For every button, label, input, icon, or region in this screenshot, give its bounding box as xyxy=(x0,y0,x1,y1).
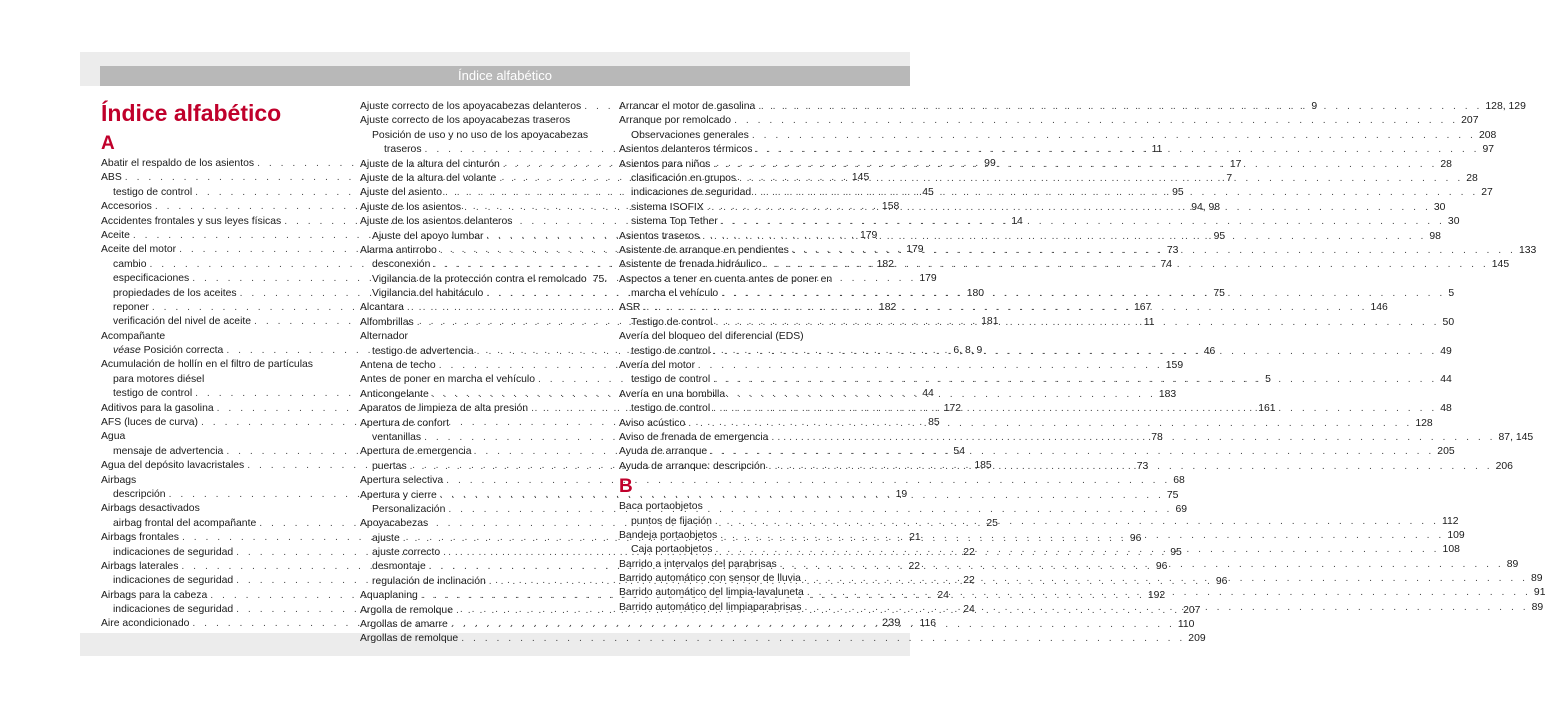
index-entry-page: 22 xyxy=(963,546,975,558)
index-entry-label: mensaje de advertencia xyxy=(113,445,224,457)
dot-leader xyxy=(713,373,1437,387)
dot-leader xyxy=(715,543,1439,557)
index-entry xyxy=(619,129,1497,143)
dot-leader xyxy=(758,100,1482,114)
index-entry-page: 159 xyxy=(1165,360,1184,372)
index-entry-page: 73 xyxy=(1166,244,1179,256)
index-entry-label: Apertura de confort xyxy=(360,417,449,429)
index-entry-page: 96 xyxy=(1129,532,1142,544)
index-entry xyxy=(101,358,341,372)
dot-leader xyxy=(451,618,1175,632)
index-entry xyxy=(101,330,341,344)
index-entry-page: 28 xyxy=(1466,172,1478,184)
index-entry-label: Apoyacabezas xyxy=(360,518,429,530)
index-entry-page: 5 xyxy=(1265,374,1271,386)
index-entry-page: 25 xyxy=(986,517,998,529)
dot-leader xyxy=(804,572,1528,586)
index-entry-label: Agua del depósito lavacristales xyxy=(101,460,245,472)
index-entry-page: 44 xyxy=(1440,374,1452,386)
index-entry-page: 207 xyxy=(1461,115,1479,127)
index-entry-label: Aviso de frenada de emergencia xyxy=(619,431,769,443)
index-entry-label: Acumulación de hollín en el filtro de partículas xyxy=(101,359,313,371)
index-entry-page: 158 xyxy=(881,201,900,213)
index-entry-label: testigo de control xyxy=(631,374,711,386)
dot-leader xyxy=(713,402,1437,416)
index-entry-page: 110 xyxy=(1177,619,1195,631)
index-entry-page: 14 xyxy=(1011,215,1023,227)
index-entry-label: Vigilancia del habitáculo xyxy=(372,288,484,300)
index-entry-page: 185 xyxy=(974,460,992,472)
page-number: 239 xyxy=(882,617,901,629)
dot-leader xyxy=(807,586,1531,600)
index-entry-page: 50 xyxy=(1442,316,1455,328)
index-entry-page: 49 xyxy=(1440,345,1452,357)
index-entry-page: 179 xyxy=(919,273,937,285)
index-entry-label: Antes de poner en marcha el vehículo xyxy=(360,374,536,386)
index-entry xyxy=(619,359,859,373)
index-entry-page: 68 xyxy=(1173,475,1185,487)
dot-leader xyxy=(734,114,1458,128)
index-entry-label: Apertura y cierre xyxy=(360,489,437,501)
index-entry-label: Anticongelante xyxy=(360,388,429,400)
index-entry-label: regulación de inclinación xyxy=(372,575,486,587)
index-entry xyxy=(360,129,600,143)
index-entry xyxy=(360,114,600,128)
index-entry-page: 180 xyxy=(966,287,985,299)
index-entry-page: 145 xyxy=(851,172,870,184)
index-entry-label: desmontaje xyxy=(372,561,426,573)
index-entry-page: 128, 129 xyxy=(1485,100,1526,112)
index-entry-label: reponer xyxy=(113,301,149,313)
index-entry-label: Airbags laterales xyxy=(101,560,179,572)
index-entry-page: 54 xyxy=(953,445,965,457)
index-entry-page: 17 xyxy=(1229,158,1242,170)
index-entry-label: Ayuda de arranque xyxy=(619,446,708,458)
index-entry-page: 24 xyxy=(937,589,949,601)
index-entry-label: puertas xyxy=(372,460,407,472)
index-entry-page: 24 xyxy=(963,604,975,616)
index-entry-label: Argollas de remolque xyxy=(360,633,459,645)
index-entry-page: 87, 145 xyxy=(1498,431,1534,443)
index-entry-page: 182 xyxy=(878,301,897,313)
index-entry-label: Abatir el respaldo de los asientos xyxy=(101,157,255,169)
dot-leader xyxy=(754,186,1478,200)
index-entry-label: testigo de control xyxy=(631,345,711,357)
index-entry-label: Aviso acústico xyxy=(619,417,686,429)
index-entry-label: testigo de advertencia xyxy=(372,345,474,357)
index-entry-label: Asientos delanteros térmicos xyxy=(619,144,753,156)
index-entry-label: descripción xyxy=(113,488,166,500)
index-entry-page: 112 xyxy=(1441,515,1459,527)
index-entry-page: 98 xyxy=(1429,230,1441,242)
index-entry-page: 74 xyxy=(1160,259,1173,271)
index-entry-label: Ajuste de la altura del volante xyxy=(360,172,497,184)
index-entry-label: Bandeja portaobjetos xyxy=(619,529,718,541)
index-entry-page: 94, 98 xyxy=(1191,201,1221,213)
index-letter-heading: A xyxy=(101,133,115,154)
index-entry xyxy=(360,445,600,459)
index-entry-page: 45 xyxy=(922,186,934,198)
index-entry-label: indicaciones de seguridad xyxy=(113,575,234,587)
index-entry-label: Alfombrillas xyxy=(360,316,414,328)
index-entry-label: Acompañante xyxy=(101,330,166,342)
index-entry xyxy=(619,373,1452,387)
dot-leader xyxy=(688,417,1412,431)
index-entry-page: 167 xyxy=(1134,302,1152,314)
index-entry-label: ASR xyxy=(619,302,641,314)
index-entry-label: Avería del motor xyxy=(619,360,696,372)
index-entry-label: Aquaplaning xyxy=(360,590,418,602)
index-entry-label: Accidentes frontales y sus leyes físicas xyxy=(101,215,282,227)
index-entry-label: indicaciones de seguridad xyxy=(113,604,234,616)
index-entry-label: Baca portaobjetos xyxy=(619,501,703,513)
index-entry-page: 11 xyxy=(1143,316,1155,328)
dot-leader xyxy=(715,515,1439,529)
dot-leader xyxy=(771,431,1495,445)
index-entry-label: airbag frontal del acompañante xyxy=(113,517,257,529)
index-entry-page: 30 xyxy=(1447,216,1460,228)
index-entry-label: Asistente de frenada hidráulico xyxy=(619,259,762,271)
index-entry-label: propiedades de los aceites xyxy=(113,287,237,299)
index-entry-page: 183 xyxy=(1158,388,1177,400)
index-entry-label: Arranque por remolcado xyxy=(619,115,732,127)
index-entry-page: 96 xyxy=(1215,575,1228,587)
index-entry-page: 22 xyxy=(963,575,975,587)
index-entry-page: 192 xyxy=(1147,590,1166,602)
index-entry-page: 182 xyxy=(876,258,894,270)
index-entry-label: verificación del nivel de aceite xyxy=(113,316,252,328)
dot-leader xyxy=(765,258,1489,272)
index-entry-label: sistema ISOFIX xyxy=(631,201,704,213)
index-entry-page: 78 xyxy=(1151,431,1163,443)
index-entry-label: Ayuda de arranque: descripción xyxy=(619,460,766,472)
index-entry-label: Vigilancia de la protección contra el remolcado xyxy=(372,273,587,285)
index-entry-label: Apertura selectiva xyxy=(360,475,444,487)
index-entry-label: Apertura de emergencia xyxy=(360,446,472,458)
running-header: Índice alfabético xyxy=(100,66,910,86)
index-entry xyxy=(101,430,341,444)
index-entry-label: Avería del bloqueo del diferencial (EDS) xyxy=(619,331,804,343)
index-entry-label: testigo de control xyxy=(113,186,193,198)
index-entry-page: 6, 8, 9 xyxy=(953,345,983,357)
index-entry-label: Barrido automático del limpiaparabrisas xyxy=(619,601,802,613)
index-entry-label: Aditivos para la gasolina xyxy=(101,402,214,414)
index-entry-label: ajuste xyxy=(372,532,400,544)
index-entry-label: Alcantara xyxy=(360,302,404,314)
index-entry-label: Airbags desactivados xyxy=(101,503,200,515)
index-entry-label: sistema Top Tether xyxy=(631,216,718,228)
dot-leader xyxy=(715,316,1439,330)
dot-leader xyxy=(755,143,1479,157)
index-entry-page: 146 xyxy=(1370,302,1388,314)
index-entry-label: Accesorios xyxy=(101,201,152,213)
index-entry xyxy=(360,474,1185,488)
dot-leader xyxy=(707,201,1431,215)
index-entry xyxy=(101,474,341,488)
index-entry-page: 69 xyxy=(1175,503,1188,515)
index-entry xyxy=(619,273,859,287)
index-entry-label: Alternador xyxy=(360,331,408,343)
index-entry xyxy=(619,100,1526,114)
index-entry xyxy=(360,273,608,287)
index-entry-label: Asientos para niños xyxy=(619,158,711,170)
index-entry-page: 128 xyxy=(1415,417,1433,429)
index-entry-label: Avería en una bombilla xyxy=(619,388,726,400)
index-entry-label: indicaciones de seguridad xyxy=(113,546,234,558)
index-entry-page: 44 xyxy=(922,388,934,400)
index-entry-label: Aceite del motor xyxy=(101,244,177,256)
index-entry-label: traseros xyxy=(384,144,422,156)
index-entry-label: Argolla de remolque xyxy=(360,604,453,616)
dot-leader xyxy=(710,445,1434,459)
index-entry-page: 73 xyxy=(1136,460,1149,472)
dot-leader xyxy=(720,529,1444,543)
index-entry-page: 181 xyxy=(981,316,999,328)
index-entry-page: 7 xyxy=(1226,172,1233,184)
index-entry-page: 207 xyxy=(1183,604,1201,616)
index-entry-page: 91 xyxy=(1533,587,1545,599)
index-entry-label: Ajuste correcto de los apoyacabezas delanteros xyxy=(360,100,582,112)
index-entry-page: 179 xyxy=(859,229,878,241)
index-entry-label: Airbags xyxy=(101,474,137,486)
index-entry-page: 95 xyxy=(1172,187,1184,199)
index-entry-page: 75 xyxy=(1213,288,1225,300)
index-entry-label: puntos de fijación xyxy=(631,515,712,527)
index-entry-label: Alarma antirrobo xyxy=(360,244,437,256)
index-entry xyxy=(619,114,1479,128)
index-entry-label: Asientos traseros xyxy=(619,230,700,242)
index-entry xyxy=(360,632,1206,646)
dot-leader xyxy=(769,460,1493,474)
index-entry-label: Aceite xyxy=(101,229,130,241)
index-entry xyxy=(101,373,341,387)
index-entry-label: Aire acondicionado xyxy=(101,618,190,630)
dot-leader xyxy=(721,287,1445,301)
index-entry-page: 116 xyxy=(919,618,937,630)
index-entry-label: Ajuste del apoyo lumbar xyxy=(372,230,484,242)
dot-leader xyxy=(702,230,1426,244)
index-entry-page: 22 xyxy=(908,560,921,572)
dot-leader xyxy=(752,129,1476,143)
index-entry-page: 89 xyxy=(1506,558,1519,570)
index-entry-label: Posición de uso y no uso de los apoyacabezas xyxy=(372,129,589,141)
index-entry-label: Testigo de control xyxy=(631,316,713,328)
dot-leader xyxy=(721,215,1445,229)
index-entry-page: 205 xyxy=(1437,446,1455,458)
index-entry-label: Ajuste de la altura del cinturón xyxy=(360,158,500,170)
index-entry-label: Antena de techo xyxy=(360,360,436,372)
index-entry xyxy=(360,517,600,531)
index-entry-page: 133 xyxy=(1518,244,1537,256)
dot-leader xyxy=(805,601,1529,615)
index-entry-label: Aspectos a tener en cuenta antes de poner en xyxy=(619,273,833,285)
dot-leader xyxy=(739,172,1463,186)
index-entry-page: 75. xyxy=(592,273,608,285)
index-entry-page: 206 xyxy=(1495,460,1513,472)
index-entry-page: 99 xyxy=(984,157,996,169)
index-entry-page: 208 xyxy=(1478,129,1497,141)
index-entry-page: 109 xyxy=(1447,529,1465,541)
index-entry-label: Observaciones generales xyxy=(631,129,749,141)
index-entry-page: 28 xyxy=(1440,158,1452,170)
index-entry-label: ABS xyxy=(101,172,122,184)
index-entry-label: Agua xyxy=(101,431,126,443)
index-entry-label: testigo de control xyxy=(631,403,711,415)
index-entry-label: Caja portaobjetos xyxy=(631,544,713,556)
index-entry xyxy=(360,330,600,344)
index-entry-label: desconexión xyxy=(372,259,431,271)
index-entry xyxy=(101,502,341,516)
index-entry-page: 11 xyxy=(1151,144,1163,156)
index-entry-page: 172 xyxy=(943,402,962,414)
index-entry-label: marcha el vehículo xyxy=(631,288,719,300)
index-entry xyxy=(619,500,859,514)
index-entry-page: 27 xyxy=(1481,187,1493,199)
index-entry xyxy=(360,417,600,431)
index-entry xyxy=(619,330,859,344)
index-entry-page: 97 xyxy=(1482,144,1495,156)
index-entry-label: ajuste correcto xyxy=(372,547,441,559)
index-entry-label: Ajuste del asiento xyxy=(360,187,443,199)
index-entry-label: Airbags para la cabeza xyxy=(101,589,208,601)
index-entry-page: 145 xyxy=(1491,259,1510,271)
index-entry-label: para motores diésel xyxy=(113,373,205,385)
dot-leader xyxy=(643,301,1367,315)
index-entry-label: Aparatos de limpieza de alta presión xyxy=(360,403,529,415)
index-entry-label: véase Posición correcta xyxy=(113,345,224,357)
index-entry-page: 96 xyxy=(1155,561,1168,573)
index-entry-page: 46 xyxy=(1203,345,1216,357)
index-entry-label: Ajuste de los asientos delanteros xyxy=(360,216,513,228)
index-entry-label: Asistente de arranque en pendientes xyxy=(619,244,789,256)
index-entry-label: Personalización xyxy=(372,503,446,515)
dot-leader xyxy=(780,558,1504,572)
index-entry-label: testigo de control xyxy=(113,388,193,400)
index-entry-page: 89 xyxy=(1531,601,1544,613)
index-entry-page: 19 xyxy=(895,488,908,500)
index-entry-page: 48 xyxy=(1440,403,1452,415)
index-letter-heading: B xyxy=(619,476,633,498)
index-entry-label: Ajuste de los asientos xyxy=(360,201,462,213)
index-entry-label: clasificación en grupos xyxy=(631,172,737,184)
index-entry-label: Barrido a intervalos del parabrisas xyxy=(619,558,777,570)
index-entry-page: 209 xyxy=(1188,633,1206,645)
index-entry-label: indicaciones de seguridad xyxy=(631,187,752,199)
index-entry-label: especificaciones xyxy=(113,273,190,285)
index-entry-label: Barrido automático con sensor de lluvia xyxy=(619,573,801,585)
dot-leader xyxy=(461,632,1185,646)
index-entry-label: cambio xyxy=(113,258,147,270)
index-entry-label: AFS (luces de curva) xyxy=(101,417,199,429)
index-entry-page: 89 xyxy=(1531,573,1543,585)
index-entry-page: 30 xyxy=(1433,201,1446,213)
index-entry-page: 5 xyxy=(1448,288,1455,300)
index-entry-page: 95 xyxy=(1213,230,1226,242)
index-entry-label: Airbags frontales xyxy=(101,532,179,544)
index-entry-page: 161 xyxy=(1258,403,1276,415)
index-entry-page: 9 xyxy=(1311,100,1318,112)
index-entry-page: 179 xyxy=(906,244,924,256)
index-entry-label: ventanillas xyxy=(372,431,422,443)
index-entry-page: 21 xyxy=(909,532,921,544)
page-title: Índice alfabético xyxy=(101,100,282,126)
index-entry-page: 108 xyxy=(1442,544,1460,556)
dot-leader xyxy=(713,345,1437,359)
index-entry-label: Argollas de amarre xyxy=(360,619,448,631)
index-entry-label: Arrancar el motor de gasolina xyxy=(619,100,756,112)
index-entry-label: Ajuste correcto de los apoyacabezas traseros xyxy=(360,115,571,127)
dot-leader xyxy=(792,244,1516,258)
dot-leader xyxy=(713,158,1437,172)
index-entry-page: 85 xyxy=(928,417,940,429)
index-entry-page: 75 xyxy=(1166,489,1179,501)
index-entry xyxy=(360,215,600,229)
index-entry-label: Barrido automático del limpia-lavaluneta xyxy=(619,587,804,599)
index-entry-page: 95 xyxy=(1170,547,1182,559)
index-entry xyxy=(619,388,859,402)
